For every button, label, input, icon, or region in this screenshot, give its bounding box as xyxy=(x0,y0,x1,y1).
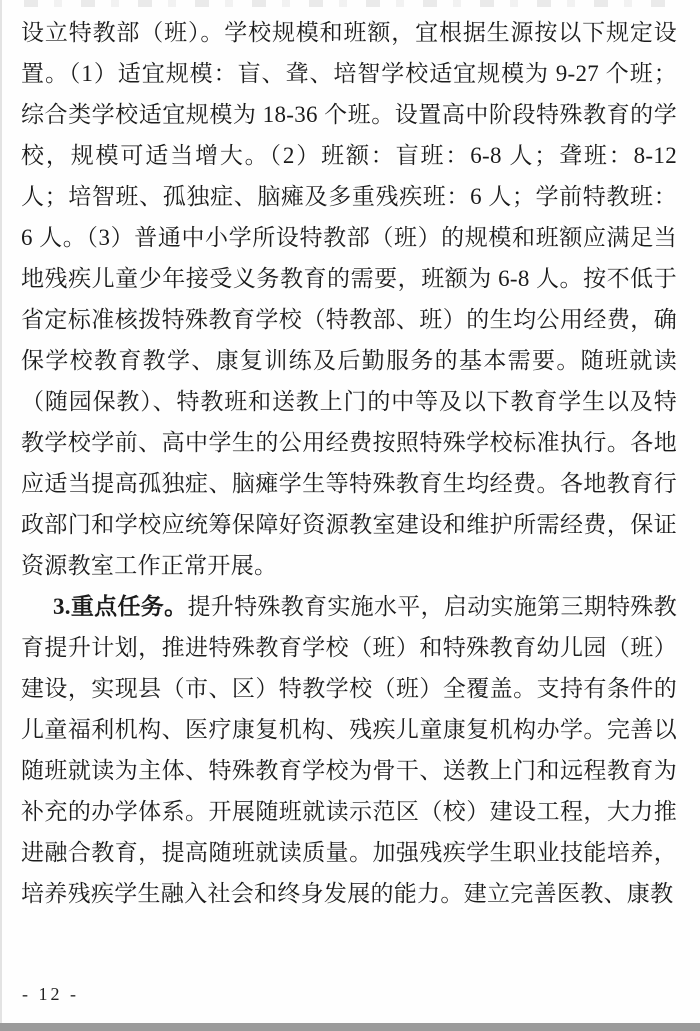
page-number: - 12 - xyxy=(22,984,79,1004)
paragraph-continuation: 设立特教部（班）。学校规模和班额，宜根据生源按以下规定设置。（1）适宜规模：盲、聋、培智学校适宜规模为 9-27 个班；综合类学校适宜规模为 18-36 个班。设置高中阶段特殊教育的学校，规模可适当增大。（2）班额：盲班：6-8 人；聋班：8-12 人；培智班、孤独症、脑瘫及多重残疾班：6 人；学前特教班：6 人。（3）普通中小学所设特教部（班）的规模和班额应满足当地残疾儿童少年接受义务教育的需要，班额为 6-8 人。按不低于省定标准核拨特殊教育学校（特教部、班）的生均公用经费，确保学校教育教学、康复训练及后勤服务的基本需要。随班就读（随园保教）、特教班和送教上门的中等及以下教育学生以及特教学校学前、高中学生的公用经费按照特殊学校标准执行。各地应适当提高孤独症、脑瘫学生等特殊教育生均经费。各地教育行政部门和学校应统筹保障好资源教室建设和维护所需经费，保证资源教室工作正常开展。 xyxy=(21,20,677,578)
scan-ghost-artifact xyxy=(24,0,680,7)
paragraph-heading-key-tasks: 3.重点任务。 xyxy=(53,594,188,619)
scan-left-edge xyxy=(0,0,2,1031)
page-body-text xyxy=(21,12,677,914)
scan-bottom-edge xyxy=(0,1023,700,1031)
paragraph-key-tasks xyxy=(21,586,677,914)
paragraph-key-tasks-body: 提升特殊教育实施水平，启动实施第三期特殊教育提升计划，推进特殊教育学校（班）和特殊教育幼儿园（班）建设，实现县（市、区）特教学校（班）全覆盖。支持有条件的儿童福利机构、医疗康复机构、残疾儿童康复机构办学。完善以随班就读为主体、特殊教育学校为骨干、送教上门和远程教育为补充的办学体系。开展随班就读示范区（校）建设工程，大力推进融合教育，提高随班就读质量。加强残疾学生职业技能培养，培养残疾学生融入社会和终身发展的能力。建立完善医教、康教 xyxy=(21,594,677,906)
